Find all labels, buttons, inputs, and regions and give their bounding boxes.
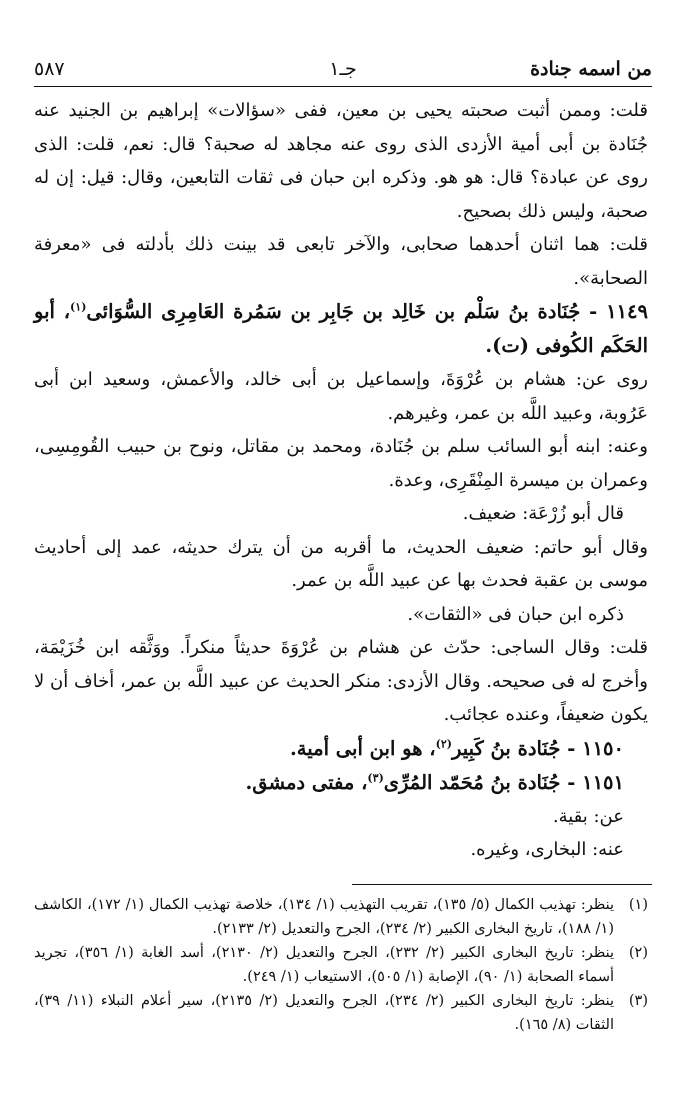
footnote-number: (٢) [628,945,648,961]
footnote-divider [352,884,652,885]
entry-number: ١١٤٩ - [589,300,648,323]
paragraph: وعنه: ابنه أبو السائب سلم بن جُنَادة، ومحمد بن مقاتل، ونوح بن حبيب القُومِسِى، وعمران بن ميسرة المِنْقَرِى، وعدة. [34,436,648,491]
footnote [34,893,648,941]
entry-1149 [34,295,648,363]
footnote-text: ينظر: تاريخ البخارى الكبير (٢/ ٢٣٢)، الجرح والتعديل (٢/ ٢١٣٠)، أسد الغابة (١/ ٣٥٦)، تجريد أسماء الصحابة (١/ ٩٠)، الإصابة (١/ ٥٠٥)، الاستيعاب (١/ ٢٤٩). [34,945,615,985]
footnote-text: ينظر: تهذيب الكمال (٥/ ١٣٥)، تقريب التهذيب (١/ ١٣٤)، خلاصة تهذيب الكمال (١/ ١٧٢)، الكاشف (١/ ١٨٨)، تاريخ البخارى الكبير (٢/ ٢٣٤)، الجرح والتعديل (٢/ ٢١٣٣). [34,897,615,937]
paragraph: قلت: هما اثنان أحدهما صحابى، والآخر تابعى قد بينت ذلك بأدلته فى «معرفة الصحابة». [34,234,648,289]
footnote-ref: (٣) [367,771,384,784]
paragraph: قال أبو زُرْعَة: ضعيف. [462,503,624,524]
page-number: ٥٨٧ [34,58,65,80]
header-chapter-title: من اسمه جنادة [530,58,652,80]
footnote-number: (٣) [628,993,648,1009]
paragraph: قلت: وقال الساجى: حدّث عن هشام بن عُرْوَةَ حديثاً منكراً. ووَثَّقه ابن خُزَيْمَة، وأخرج له فى صحيحه. وقال الأزدى: منكر الحديث عن عبيد اللَّه بن عمر، أخاف أن لا يكون ضعيفاً، وعنده عجائب. [34,637,648,725]
entry-name: جُنَادة بنُ سَلْم بن خَالِد بن جَابِر بن سَمُرة العَامِرِى السُّوَائى [86,300,581,323]
paragraph: عن: بقية. [552,805,624,827]
footnote-number: (١) [628,897,648,913]
entry-note: ، مفتى دمشق. [245,770,368,794]
header-volume: جـ١ [329,58,357,80]
entry-name: جُنَادة بنُ كَبِير [451,736,561,760]
footnote-text: ينظر: تاريخ البخارى الكبير (٢/ ٢٣٤)، الجرح والتعديل (٢/ ٢١٣٥)، سير أعلام النبلاء (١١/ ٣٩)، الثقات (٨/ ١٦٥). [34,993,614,1033]
entry-number: ١١٥١ - [567,770,624,794]
paragraph: قلت: وممن أثبت صحبته يحيى بن معين، ففى «سؤالات» إبراهيم بن الجنيد عنه جُنَادة بن أبى أمية الأزدى الذى روى عنه مجاهد له صحبة؟ قال: نعم، قلت: الذى روى عن عبادة؟ قال: هو هو. وذكره ابن حبان فى ثقات التابعين، وقال: قيل: إن له صحبة، وليس ذلك بصحيح. [34,100,648,222]
footnotes [34,893,648,1037]
entry-number: ١١٥٠ - [567,736,624,760]
entry-1150 [34,732,648,766]
footnote-ref: (١) [70,300,87,314]
paragraph: وقال أبو حاتم: ضعيف الحديث، ما أقربه من أن يترك حديثه، عمد إلى أحاديث موسى بن عقبة فحدث بها عن عبيد اللَّه بن عمر. [34,536,648,591]
footnote [34,989,648,1037]
paragraph: عنه: البخارى، وغيره. [470,839,624,860]
main-text [34,94,648,867]
paragraph: روى عن: هشام بن عُرْوَةَ، وإسماعيل بن أبى خالد، والأعمش، وسعيد ابن أبى عَرُوبة، وعبيد اللَّه بن عمر، وغيرهم. [34,369,648,424]
footnote [34,941,648,989]
footnote-ref: (٢) [435,737,452,750]
entry-name: جُنَادة بنُ مُحَمّد المُرِّى [383,770,561,794]
page-header [34,56,652,87]
entry-kunya: ، أبو الحَكَم الكُوفى (ت). [34,300,648,357]
entry-note: ، هو ابن أبى أمية. [290,736,436,760]
entry-1151 [34,766,648,800]
paragraph: ذكره ابن حبان فى «الثقات». [407,603,624,625]
